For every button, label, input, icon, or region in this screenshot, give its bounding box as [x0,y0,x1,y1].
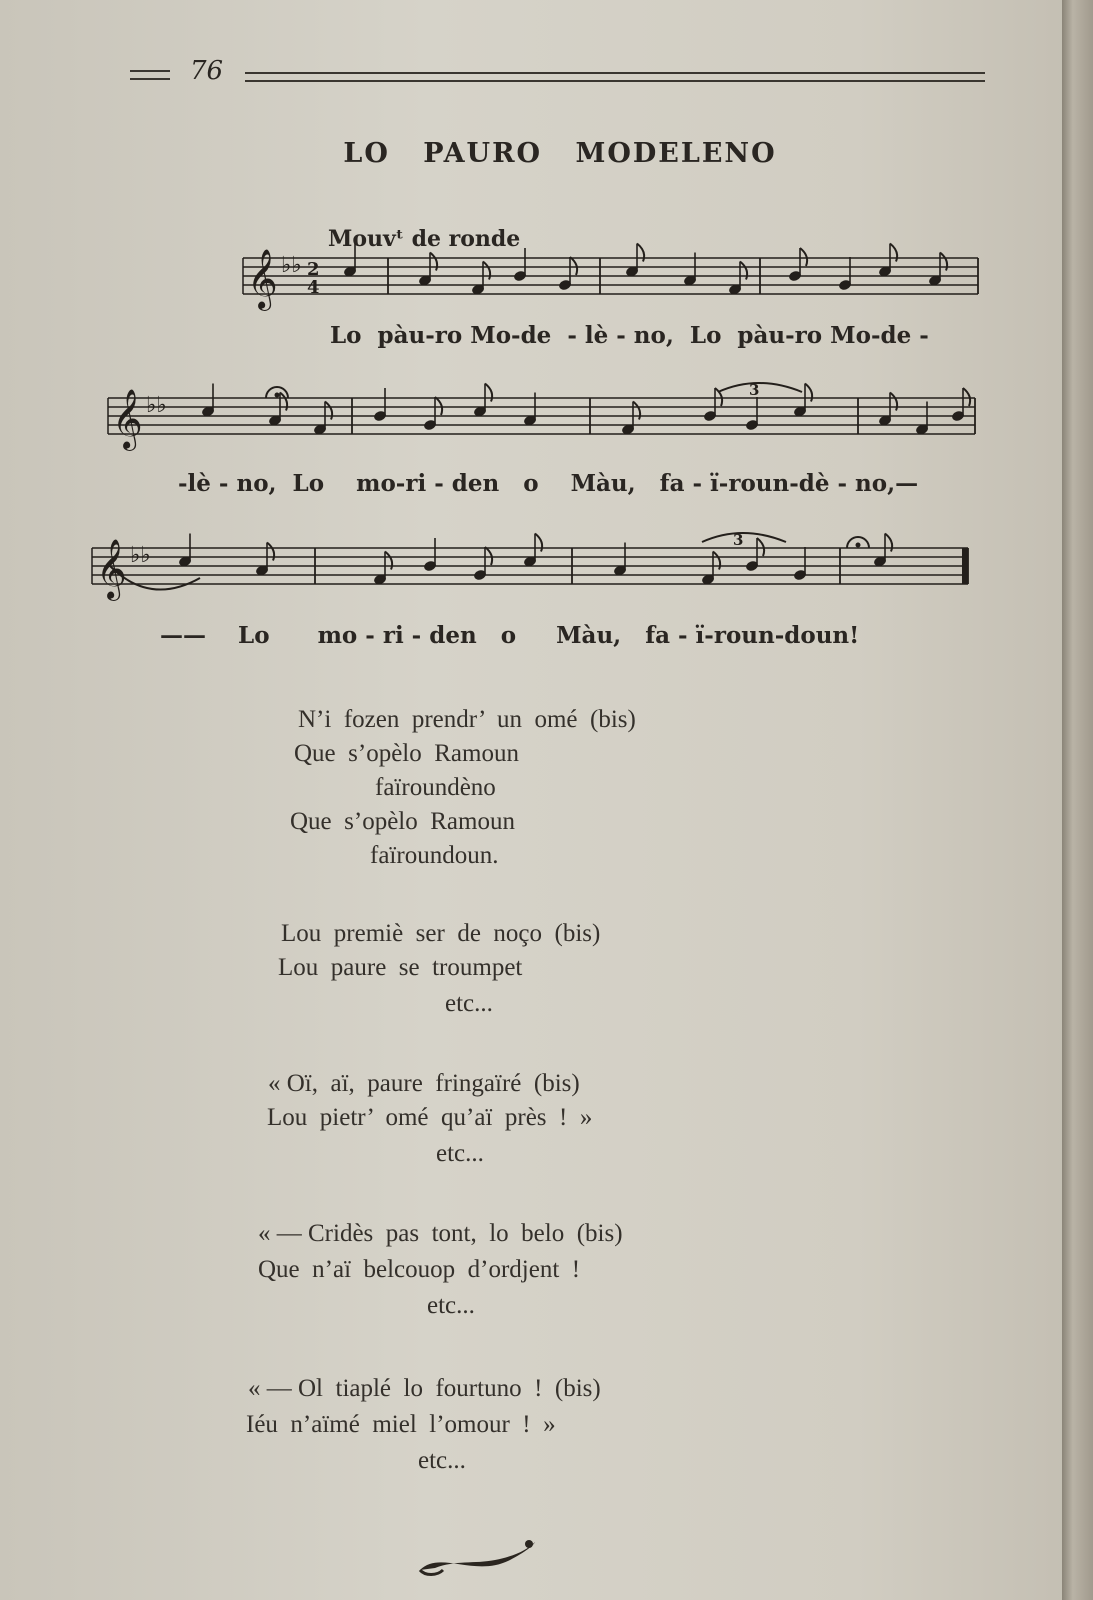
treble-clef-icon: 𝄞 [112,389,143,449]
treble-clef-icon: 𝄞 [247,249,278,309]
lyrics-line-2: -lè - no, Lo mo-ri - den o Màu, fa - ï-roun-dè - no,— [178,470,919,497]
fleuron-icon [415,1530,545,1580]
verse-2-line-3: etc... [445,990,493,1017]
verse-4-line-2: Que n’aï belcouop d’ordjent ! [258,1256,581,1283]
verse-3-line-2: Lou pietr’ omé qu’aï près ! » [267,1104,593,1131]
verse-5-line-2: Iéu n’aïmé miel l’omour ! » [246,1411,556,1438]
verse-5-line-3: etc... [418,1447,466,1474]
time-signature-bottom: 4 [307,277,320,298]
treble-clef-icon: 𝄞 [96,539,127,599]
triplet-bracket [702,533,786,542]
page-number: 76 [190,56,224,86]
verse-2-line-2: Lou paure se troumpet [278,954,523,981]
note-flag [570,257,577,275]
verse-1-line-4: Que s’opèlo Ramoun [290,808,515,835]
note-flag [757,538,764,556]
music-score [0,0,1093,700]
note-flag [485,547,492,565]
tempo-marking: Mouvᵗ de ronde [328,226,521,252]
time-signature-top: 2 [307,259,320,280]
verse-1-line-2: Que s’opèlo Ramoun [294,740,519,767]
song-title: LO PAURO MODELENO [343,138,777,169]
triplet-bracket [718,383,802,392]
triplet-number: 3 [749,381,760,399]
verse-3-line-3: etc... [436,1140,484,1167]
verse-1-line-3: faïroundèno [375,774,496,801]
final-bar [962,548,968,584]
flat-icon: ♭♭ [130,543,151,568]
verse-2-line-1: Lou premiè ser de noço (bis) [281,920,601,947]
fermata-dot [275,393,280,398]
verse-4-line-3: etc... [427,1292,475,1319]
verse-5-line-1: « — Ol tiaplé lo fourtuno ! (bis) [248,1375,601,1402]
lyrics-line-1: Lo pàu-ro Mo-de - lè - no, Lo pàu-ro Mo-de - [330,322,929,349]
note-flag [435,397,442,415]
note-flag [963,388,970,406]
lyrics-line-3: —— Lo mo - ri - den o Màu, fa - ï-roun-doun! [160,622,860,649]
flat-icon: ♭♭ [146,393,167,418]
verse-3-line-1: « Oï, aï, paure fringaïré (bis) [268,1070,580,1097]
note-flag [800,248,807,266]
flat-icon: ♭♭ [281,253,302,278]
verse-1-line-5: faïroundoun. [370,842,499,869]
verse-1-line-1: N’i fozen prendr’ un omé (bis) [298,706,636,733]
triplet-number: 3 [733,531,744,549]
verse-4-line-1: « — Cridès pas tont, lo belo (bis) [258,1220,623,1247]
fermata-dot [856,543,861,548]
